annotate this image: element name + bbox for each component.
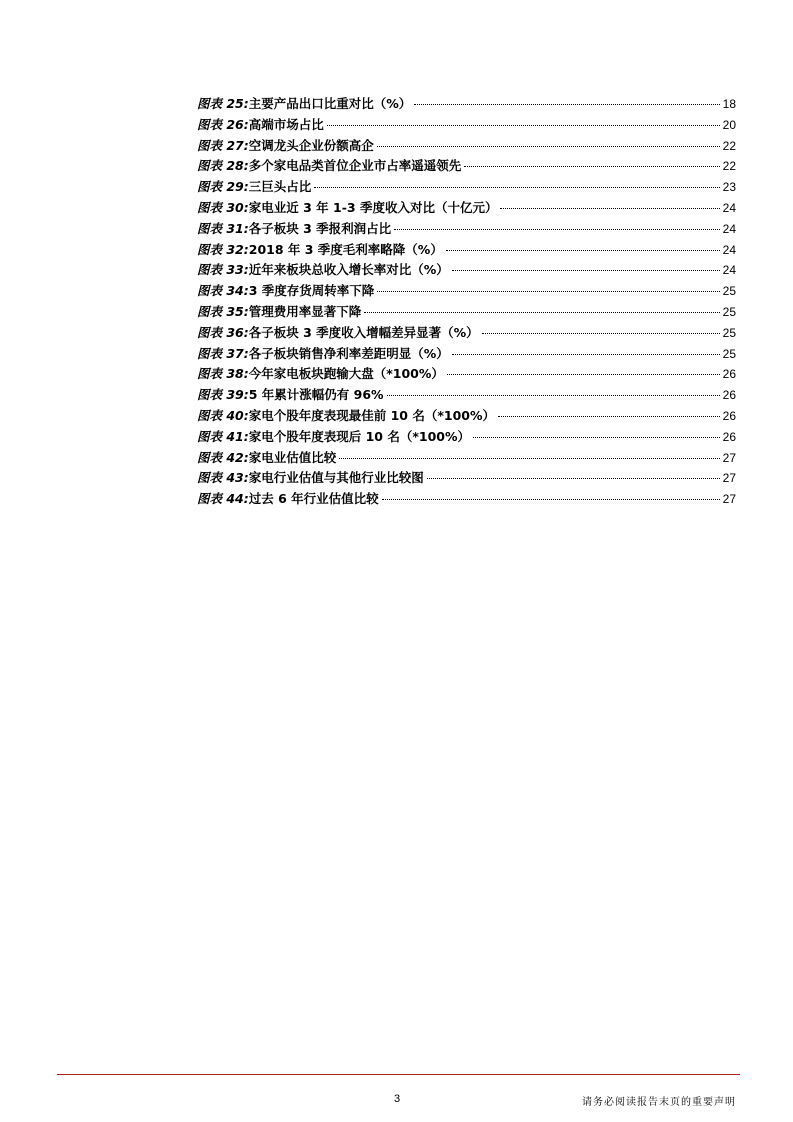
toc-entry-33[interactable]: [197, 260, 736, 281]
toc-entry-32[interactable]: [197, 240, 736, 261]
toc-entry-label: 图表 32:: [197, 241, 249, 257]
toc-leader-dots: [498, 416, 720, 417]
toc-entry-page: 26: [722, 367, 736, 382]
toc-leader-dots: [377, 146, 720, 147]
toc-entry-title: 家电个股年度表现最佳前 10 名（*100%）: [248, 407, 496, 423]
toc-entry-38[interactable]: [197, 364, 736, 385]
toc-entry-title: 主要产品出口比重对比（%）: [248, 96, 412, 111]
toc-leader-dots: [464, 166, 719, 167]
toc-entry-label: 图表 34:: [197, 283, 249, 299]
toc-entry-page: 20: [722, 117, 736, 132]
toc-leader-dots: [314, 187, 719, 188]
toc-entry-page: 25: [722, 284, 736, 299]
toc-entry-page: 26: [722, 388, 736, 403]
toc-entry-title: 家电业估值比较: [248, 449, 337, 465]
toc-leader-dots: [377, 291, 719, 292]
toc-entry-title: 各子板块销售净利率差距明显（%）: [248, 345, 449, 361]
toc-entry-page: 24: [722, 221, 736, 236]
toc-entry-29[interactable]: [197, 177, 736, 198]
toc-entry-34[interactable]: [197, 281, 736, 302]
toc-entry-label: 图表 39:: [197, 387, 249, 403]
toc-entry-label: 图表 29:: [197, 179, 249, 195]
toc-entry-page: 24: [722, 200, 736, 215]
toc-entry-page: 22: [722, 159, 736, 174]
toc-entry-label: 图表 35:: [197, 303, 249, 319]
toc-leader-dots: [339, 458, 719, 459]
toc-entry-42[interactable]: [197, 448, 736, 469]
toc-leader-dots: [382, 499, 720, 500]
toc-entry-page: 27: [722, 450, 736, 465]
toc-entry-title: 今年家电板块跑输大盘（*100%）: [248, 366, 444, 382]
toc-entry-30[interactable]: [197, 198, 736, 219]
toc-entry-label: 图表 25:: [197, 96, 249, 111]
toc-entry-title: 空调龙头企业份额高企: [248, 137, 374, 153]
toc-entry-28[interactable]: [197, 156, 736, 177]
toc-entry-label: 图表 28:: [197, 158, 249, 174]
toc-entry-27[interactable]: [197, 136, 736, 157]
toc-leader-dots: [452, 270, 720, 271]
toc-entry-page: 27: [722, 471, 736, 486]
toc-entry-title: 三巨头占比: [248, 179, 312, 195]
toc-entry-page: 25: [722, 346, 736, 361]
toc-entry-label: 图表 30:: [197, 199, 249, 215]
table-of-figures: [197, 94, 736, 510]
toc-leader-dots: [473, 437, 720, 438]
toc-entry-label: 图表 42:: [197, 449, 249, 465]
toc-entry-page: 23: [722, 180, 736, 195]
toc-leader-dots: [364, 312, 719, 313]
toc-entry-page: 22: [722, 138, 736, 153]
toc-entry-40[interactable]: [197, 406, 736, 427]
toc-entry-page: 24: [722, 263, 736, 278]
footer-disclaimer: 请务必阅读报告末页的重要声明: [582, 1097, 736, 1108]
toc-entry-label: 图表 27:: [197, 137, 249, 153]
toc-leader-dots: [427, 478, 720, 479]
toc-entry-label: 图表 26:: [197, 116, 249, 132]
toc-entry-label: 图表 31:: [197, 220, 249, 236]
toc-entry-31[interactable]: [197, 219, 736, 240]
toc-entry-title: 3 季度存货周转率下降: [248, 283, 375, 299]
toc-entry-label: 图表 41:: [197, 428, 249, 444]
footer-page-number: 3: [393, 1093, 401, 1105]
toc-entry-label: 图表 38:: [197, 366, 249, 382]
toc-entry-title: 家电业近 3 年 1-3 季度收入对比（十亿元）: [248, 199, 498, 215]
toc-leader-dots: [482, 333, 720, 334]
toc-entry-label: 图表 40:: [197, 407, 249, 423]
toc-entry-title: 家电行业估值与其他行业比较图: [248, 470, 424, 486]
toc-entry-page: 25: [722, 325, 736, 340]
toc-entry-page: 24: [722, 242, 736, 257]
toc-entry-44[interactable]: [197, 489, 736, 510]
toc-entry-41[interactable]: [197, 427, 736, 448]
toc-entry-title: 各子板块 3 季度收入增幅差异显著（%）: [248, 324, 479, 340]
toc-entry-label: 图表 33:: [197, 262, 249, 278]
toc-entry-36[interactable]: [197, 323, 736, 344]
toc-entry-title: 2018 年 3 季度毛利率略降（%）: [248, 241, 443, 257]
toc-entry-37[interactable]: [197, 344, 736, 365]
toc-entry-title: 近年来板块总收入增长率对比（%）: [248, 262, 449, 278]
toc-entry-page: 27: [722, 492, 736, 507]
toc-entry-label: 图表 37:: [197, 345, 249, 361]
toc-entry-label: 图表 43:: [197, 470, 249, 486]
toc-entry-title: 5 年累计涨幅仍有 96%: [248, 387, 384, 403]
toc-entry-26[interactable]: [197, 115, 736, 136]
toc-entry-title: 管理费用率显著下降: [248, 303, 362, 319]
toc-leader-dots: [452, 354, 720, 355]
toc-entry-39[interactable]: [197, 385, 736, 406]
toc-entry-25[interactable]: [197, 94, 736, 115]
toc-entry-title: 高端市场占比: [248, 116, 324, 132]
toc-entry-page: 26: [722, 408, 736, 423]
toc-entry-35[interactable]: [197, 302, 736, 323]
toc-entry-title: 多个家电品类首位企业市占率遥遥领先: [248, 158, 462, 174]
footer-divider: [57, 1074, 740, 1075]
toc-leader-dots: [394, 229, 719, 230]
toc-entry-page: 26: [722, 429, 736, 444]
toc-entry-page: 25: [722, 304, 736, 319]
toc-leader-dots: [447, 374, 720, 375]
toc-leader-dots: [327, 125, 720, 126]
toc-leader-dots: [500, 208, 719, 209]
toc-entry-page: 18: [722, 97, 736, 111]
toc-entry-label: 图表 44:: [197, 491, 249, 507]
toc-leader-dots: [446, 250, 720, 251]
toc-entry-title: 过去 6 年行业估值比较: [248, 491, 379, 507]
toc-entry-title: 各子板块 3 季报利润占比: [248, 220, 392, 236]
toc-entry-title: 家电个股年度表现后 10 名（*100%）: [248, 428, 471, 444]
toc-entry-43[interactable]: [197, 468, 736, 489]
toc-leader-dots: [414, 104, 719, 105]
toc-entry-label: 图表 36:: [197, 324, 249, 340]
toc-leader-dots: [387, 395, 720, 396]
